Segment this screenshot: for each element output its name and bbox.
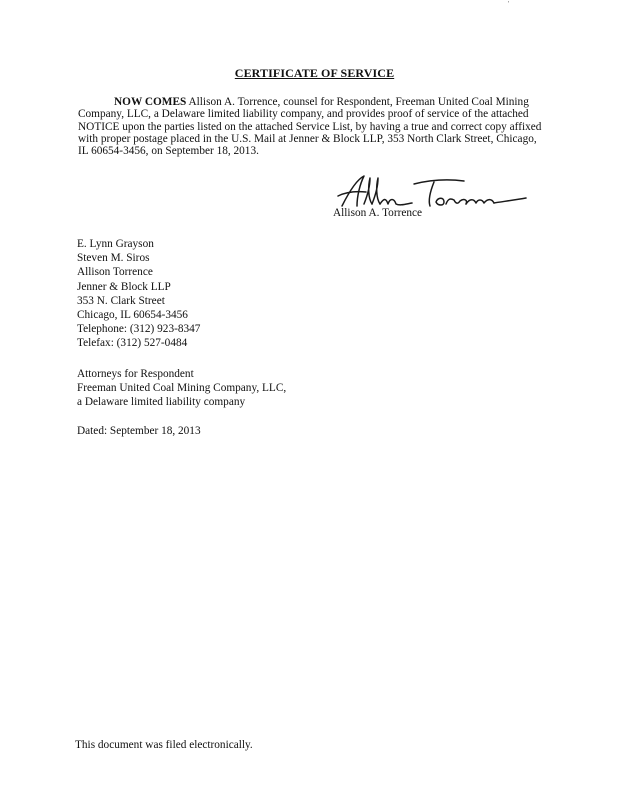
attorneys-line: Freeman United Coal Mining Company, LLC, [77, 382, 287, 395]
address-line: Allison Torrence [77, 266, 153, 279]
certificate-title: CERTIFICATE OF SERVICE [234, 66, 395, 80]
address-line: 353 N. Clark Street [77, 294, 165, 307]
address-line: Telefax: (312) 527-0484 [77, 337, 188, 350]
attorneys-for-block [77, 367, 286, 410]
address-line: Steven M. Siros [77, 252, 150, 265]
handwritten-signature [330, 170, 540, 228]
filing-notice: This document was filed electronically. [75, 739, 253, 751]
attorney-address-block [77, 237, 200, 351]
paragraph-text: Allison A. Torrence, counsel for Respondent, Freeman United Coal Mining Company, LLC, a Delaware limited liability company, and provides proof of service of the attached NOTICE upon the parties listed on the attached Service List, by having a true and correct copy affixed with proper postage placed in the U.S. Mail at Jenner & Block LLP, 353 North Clark Street, Chicago, IL 60654-3456, on September 18, 2013. [78, 96, 542, 158]
scan-mark: ' [508, 0, 510, 8]
address-line: Chicago, IL 60654-3456 [77, 309, 188, 322]
attorneys-line: Attorneys for Respondent [77, 368, 194, 380]
address-line: E. Lynn Grayson [77, 238, 154, 250]
service-paragraph [78, 96, 548, 157]
dated-line: Dated: September 18, 2013 [77, 425, 201, 437]
address-line: Telephone: (312) 923-8347 [77, 323, 201, 336]
lead-phrase: NOW COMES [114, 96, 187, 108]
address-line: Jenner & Block LLP [77, 280, 171, 293]
attorneys-line: a Delaware limited liability company [77, 396, 246, 409]
signer-name: Allison A. Torrence [333, 207, 423, 219]
